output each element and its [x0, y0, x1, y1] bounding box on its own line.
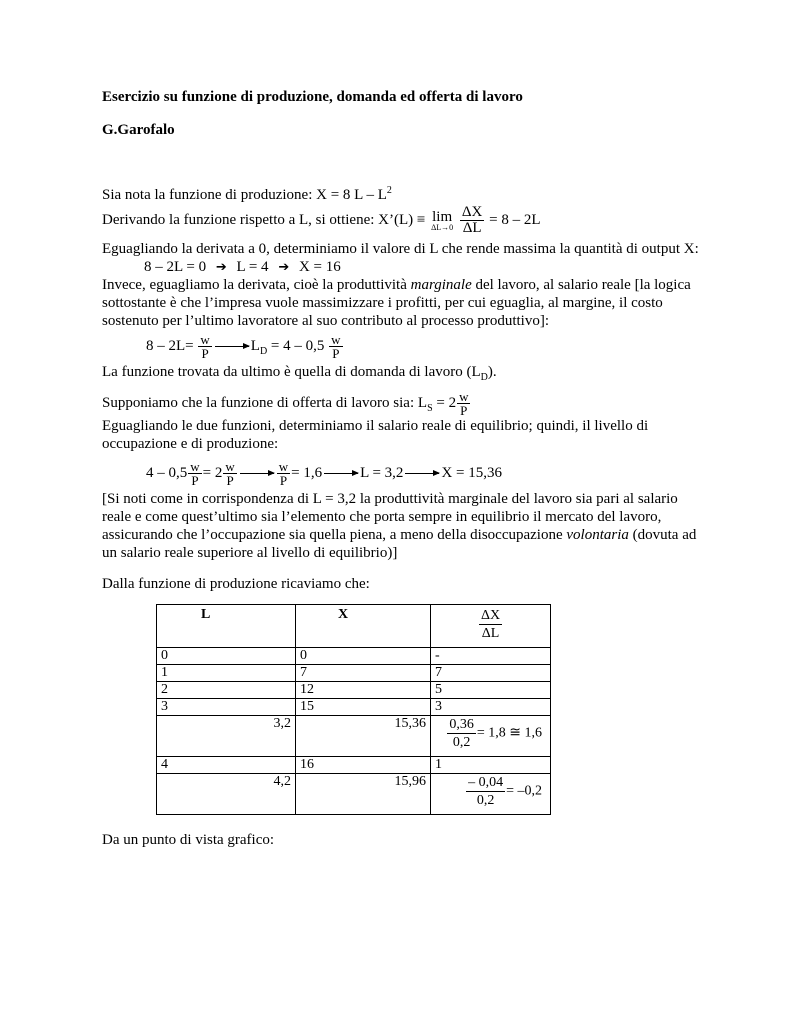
long-arrow-icon [215, 346, 249, 347]
text-span: ). [487, 364, 497, 380]
fraction-denominator: P [226, 473, 234, 488]
equation-part: 8 – 2L = 0 [144, 259, 207, 275]
fraction-denominator: ΔL [462, 220, 482, 236]
text-span: assicurando che l’occupazione sia quella piena, a meno della disoccupazione [102, 527, 567, 543]
cell-marginal: 1 [431, 757, 551, 774]
cell-x: 0 [296, 648, 431, 665]
fraction-numerator: w [225, 459, 235, 474]
production-function-line [102, 186, 392, 204]
cell-x: 16 [296, 757, 431, 774]
cell-marginal [431, 774, 551, 815]
marginal-fraction [466, 774, 505, 809]
production-table [156, 604, 551, 815]
fraction-denominator: P [460, 403, 468, 418]
cell-l: 2 [157, 682, 296, 699]
fraction-numerator: ΔX [480, 608, 501, 623]
italic-text: volontaria [566, 527, 629, 543]
long-arrow-icon [324, 473, 358, 474]
equation-part: L [417, 394, 428, 411]
cell-marginal: 5 [431, 682, 551, 699]
cell-marginal [431, 716, 551, 757]
delta-fraction [479, 607, 502, 642]
cell-marginal: - [431, 648, 551, 665]
paragraph-note-line2: reale e come quest’ultimo sia l’elemento che porta sempre in equilibrio il mercato del lavoro, [102, 509, 662, 525]
limit-operator [431, 210, 453, 232]
cell-x: 12 [296, 682, 431, 699]
derivative-result: = 8 – 2L [489, 211, 541, 228]
cell-marginal: 7 [431, 665, 551, 682]
equation-part: 8 – 2L= [146, 337, 194, 354]
real-wage-fraction [277, 460, 290, 487]
cell-x: 7 [296, 665, 431, 682]
equation-part: X = 15,36 [441, 464, 502, 481]
italic-text: marginale [410, 277, 472, 293]
fraction-denominator: P [279, 473, 288, 488]
table-row [157, 682, 551, 699]
limit-subscript: ΔL→0 [431, 222, 454, 232]
real-wage-fraction [457, 390, 470, 417]
text-span: del lavoro, al salario reale [la logica [471, 277, 691, 293]
table-row [157, 757, 551, 774]
fraction-denominator: P [191, 473, 199, 488]
paragraph-labor-demand [102, 363, 497, 381]
paragraph-labor-supply [102, 390, 471, 417]
paragraph-derivative-zero: Eguagliando la derivata a 0, determiniamo il valore di L che rende massima la quantità di output X: [102, 241, 699, 257]
production-function-text: Sia nota la funzione di produzione: X = 8 L – L [102, 187, 387, 203]
fraction-numerator: w [331, 332, 341, 347]
arrow-right-icon: ➔ [215, 260, 227, 275]
arrow-right-icon: ➔ [278, 260, 290, 275]
table-row [157, 699, 551, 716]
equation-part: X = 16 [298, 259, 341, 275]
column-header-x: X [296, 605, 431, 648]
real-wage-fraction [198, 333, 211, 360]
real-wage-fraction [329, 333, 342, 360]
text-span: Invece, eguagliamo la derivata, cioè la produttività [102, 277, 411, 293]
fraction-denominator: 0,2 [452, 735, 471, 750]
derivative-line [102, 205, 541, 236]
equation-part: = 2 [202, 464, 223, 481]
equilibrium-equation [146, 460, 502, 487]
table-header-row [157, 605, 551, 648]
equation-part: L [250, 337, 260, 354]
cell-l: 4,2 [157, 774, 296, 815]
equation-part: = 2 [436, 394, 457, 411]
column-header-l: L [157, 605, 296, 648]
cell-x: 15,96 [296, 774, 431, 815]
long-arrow-icon [405, 473, 439, 474]
fraction-numerator: 0,36 [449, 717, 474, 732]
fraction-numerator: w [200, 332, 210, 347]
paragraph-table-intro: Dalla funzione di produzione ricaviamo che: [102, 576, 370, 592]
paragraph-equilibrium-line1: Eguagliando le due funzioni, determiniamo il salario reale di equilibrio; quindi, il livello di [102, 418, 649, 434]
document-title: Esercizio su funzione di produzione, domanda ed offerta di lavoro [102, 89, 523, 105]
paragraph-note-line4: un salario reale superiore al livello di equilibrio)] [102, 545, 398, 561]
paragraph-equilibrium-line2: occupazione e di produzione: [102, 436, 279, 452]
subscript: D [480, 372, 488, 383]
paragraph-marginal-line3: sostenuto per l’ultimo lavoratore al suo contributo al processo produttivo]: [102, 313, 549, 329]
table-row [157, 665, 551, 682]
paragraph-note-line3 [102, 526, 696, 544]
labor-demand-equation [146, 333, 344, 360]
fraction-numerator: w [459, 389, 469, 404]
derivative-text: Derivando la funzione rispetto a L, si ottiene: X’(L) ≡ [102, 211, 426, 228]
column-header-marginal [431, 605, 551, 648]
subscript: S [427, 402, 433, 414]
equation-part: 4 – 0,5 [146, 464, 188, 481]
table-row [157, 716, 551, 757]
cell-l: 4 [157, 757, 296, 774]
cell-l: 0 [157, 648, 296, 665]
fraction-denominator: P [332, 346, 340, 361]
fraction-numerator: – 0,04 [468, 775, 504, 790]
text-span: Supponiamo che la funzione di offerta di lavoro sia: [102, 394, 415, 411]
paragraph-marginal-line2: sottostante è che l’impresa vuole massimizzare i profitti, per cui eguaglia, al margine, il costo [102, 295, 663, 311]
real-wage-fraction [188, 460, 201, 487]
paragraph-marginal-line1 [102, 276, 691, 294]
cell-l: 1 [157, 665, 296, 682]
real-wage-fraction [223, 460, 236, 487]
table-row [157, 774, 551, 815]
cell-l: 3,2 [157, 716, 296, 757]
fraction-numerator: w [278, 459, 289, 474]
fraction-result: = 1,8 ≅ 1,6 [476, 725, 542, 741]
fraction-numerator: w [190, 459, 200, 474]
fraction-numerator: ΔX [461, 204, 483, 220]
equation-max-output [144, 258, 341, 277]
cell-marginal: 3 [431, 699, 551, 716]
fraction-denominator: ΔL [481, 626, 500, 641]
marginal-fraction [447, 716, 476, 751]
text-span: La funzione trovata da ultimo è quella di domanda di lavoro (L [102, 364, 481, 380]
equation-part: = 4 – 0,5 [270, 337, 325, 354]
limit-word: lim [432, 208, 453, 225]
equation-part: L = 4 [236, 259, 269, 275]
equation-part: L = 3,2 [360, 464, 404, 481]
exponent: 2 [386, 185, 392, 196]
long-arrow-icon [240, 473, 274, 474]
cell-x: 15,36 [296, 716, 431, 757]
fraction-denominator: P [201, 346, 209, 361]
fraction-result: = –0,2 [506, 783, 542, 799]
cell-x: 15 [296, 699, 431, 716]
fraction-denominator: 0,2 [476, 793, 495, 808]
paragraph-graph-intro: Da un punto di vista grafico: [102, 832, 275, 848]
text-span: (dovuta ad [628, 527, 697, 543]
document-author: G.Garofalo [102, 122, 175, 138]
subscript: D [259, 345, 268, 357]
paragraph-note-line1: [Si noti come in corrispondenza di L = 3,2 la produttività marginale del lavoro sia pari al salario [102, 491, 678, 507]
delta-fraction [460, 205, 484, 236]
table-row [157, 648, 551, 665]
cell-l: 3 [157, 699, 296, 716]
equation-part: = 1,6 [291, 464, 323, 481]
